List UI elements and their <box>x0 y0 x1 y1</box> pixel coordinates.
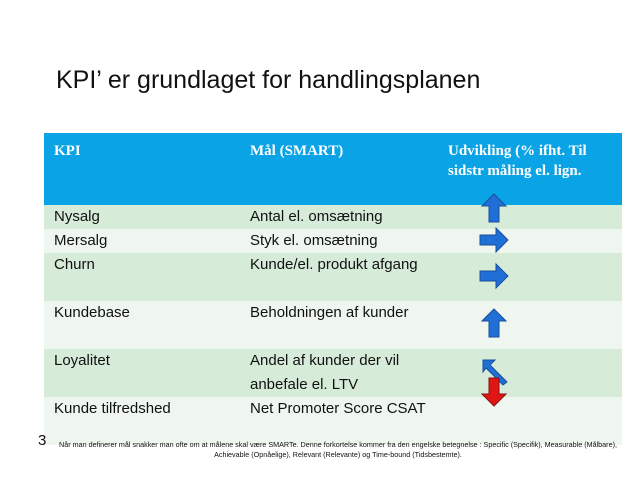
arrow-right-icon <box>479 227 509 253</box>
goal-cell: Beholdningen af kunder <box>250 304 409 321</box>
kpi-cell: Kunde tilfredshed <box>54 400 171 417</box>
table-header <box>44 133 622 205</box>
goal-cell: Kunde/el. produkt afgang <box>250 256 418 273</box>
footnote: Når man definerer mål snakker man ofte om at målene skal være SMARTe. Denne forkortelse kommer fra den engelske betegnelse : Specific (Specifik), Measurable (Målbare), Achievable (Opnåelige), Relevant (Relevante) og Time-bound (Tidsbestemte). <box>59 440 617 459</box>
table-row <box>44 253 622 301</box>
table-row <box>44 301 622 349</box>
kpi-cell: Kundebase <box>54 304 130 321</box>
kpi-cell: Churn <box>54 256 95 273</box>
goal-cell: Net Promoter Score CSAT <box>250 400 426 417</box>
goal-cell: Styk el. omsætning <box>250 232 378 249</box>
arrow-down-icon <box>481 377 507 407</box>
slide-title: KPI’ er grundlaget for handlingsplanen <box>56 66 481 94</box>
trend-cell <box>437 301 622 349</box>
table-row <box>44 349 622 397</box>
header-goal: Mål (SMART) <box>250 143 344 159</box>
goal-cell: Antal el. omsætning <box>250 208 383 225</box>
trend-cell <box>437 397 622 445</box>
table-row <box>44 397 622 445</box>
arrow-up-icon <box>481 193 507 223</box>
header-kpi: KPI <box>54 143 81 159</box>
trend-cell <box>437 229 622 253</box>
arrow-right-icon <box>479 263 509 289</box>
kpi-cell: Nysalg <box>54 208 100 225</box>
table-row <box>44 229 622 253</box>
header-development: Udvikling (% ifht. Til sidstr måling el. lign. <box>448 143 587 179</box>
trend-cell <box>437 349 622 397</box>
kpi-cell: Mersalg <box>54 232 108 249</box>
table-row <box>44 205 622 229</box>
trend-cell <box>437 253 622 301</box>
kpi-cell: Loyalitet <box>54 352 110 369</box>
kpi-table <box>44 133 622 445</box>
goal-cell: Andel af kunder der vil anbefale el. LTV <box>250 352 400 393</box>
arrow-up-icon <box>481 308 507 338</box>
page-number: 3 <box>38 432 47 449</box>
trend-cell <box>437 205 622 229</box>
